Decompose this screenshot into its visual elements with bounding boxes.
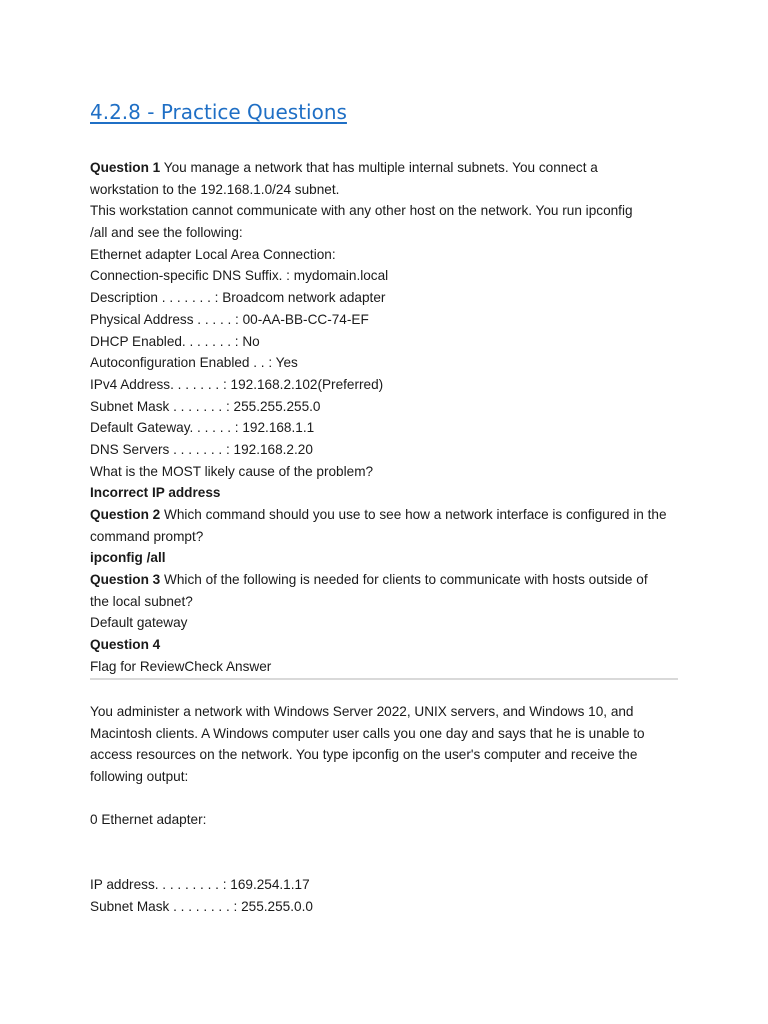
question-1-line-1 xyxy=(90,157,680,179)
question-4-output-block xyxy=(90,874,680,917)
question-3-line-2: the local subnet? xyxy=(90,593,193,609)
question-2-answer: ipconfig /all xyxy=(90,550,166,566)
ipconfig-output-line: Ethernet adapter Local Area Connection: xyxy=(90,246,336,262)
ipconfig-output-line: IPv4 Address. . . . . . . : 192.168.2.102(Preferred) xyxy=(90,376,384,392)
question-3-line-1 xyxy=(90,569,680,591)
page-title[interactable]: 4.2.8 - Practice Questions xyxy=(90,100,347,124)
ipconfig-output-line: DHCP Enabled. . . . . . . : No xyxy=(90,333,260,349)
question-4-adapter: 0 Ethernet adapter: xyxy=(90,812,207,827)
ipconfig-output-line: Description . . . . . . . : Broadcom network adapter xyxy=(90,290,386,306)
question-4-body xyxy=(90,701,680,788)
ipconfig-output-line: Connection-specific DNS Suffix. : mydomain.local xyxy=(90,268,389,284)
question-2-line-1 xyxy=(90,504,680,526)
question-4-adapter-block xyxy=(90,809,680,831)
question-4-output-line: IP address. . . . . . . . . : 169.254.1.17 xyxy=(90,877,310,892)
question-list xyxy=(90,157,680,678)
ipconfig-output-line: Subnet Mask . . . . . . . : 255.255.255.0 xyxy=(90,398,321,414)
question-4-text-line: following output: xyxy=(90,769,189,785)
question-2-text: Which command should you use to see how a network interface is configured in the xyxy=(160,507,667,522)
question-4-text-line: Macintosh clients. A Windows computer user calls you one day and says that he is unable to xyxy=(90,725,645,741)
question-4-label: Question 4 xyxy=(90,637,161,653)
question-2-line-2: command prompt? xyxy=(90,528,204,544)
section-divider xyxy=(90,678,678,680)
question-3-answer: Default gateway xyxy=(90,615,188,631)
question-4-actions[interactable]: Flag for ReviewCheck Answer xyxy=(90,658,272,674)
ipconfig-output-line: Physical Address . . . . . : 00-AA-BB-CC-74-EF xyxy=(90,311,369,327)
question-1-line-3: This workstation cannot communicate with any other host on the network. You run ipconfig xyxy=(90,203,633,219)
question-1-line-2: workstation to the 192.168.1.0/24 subnet. xyxy=(90,181,340,197)
question-1-line-4: /all and see the following: xyxy=(90,225,243,241)
question-1-text: You manage a network that has multiple internal subnets. You connect a xyxy=(160,160,598,175)
ipconfig-output-line: Default Gateway. . . . . . : 192.168.1.1 xyxy=(90,420,315,436)
question-1-answer: Incorrect IP address xyxy=(90,485,221,501)
question-1-prompt: What is the MOST likely cause of the problem? xyxy=(90,463,374,479)
question-1-label: Question 1 xyxy=(90,160,161,175)
question-4-output-line: Subnet Mask . . . . . . . . : 255.255.0.0 xyxy=(90,898,313,914)
question-4-text-line: access resources on the network. You type ipconfig on the user's computer and receive the xyxy=(90,747,638,763)
ipconfig-output-line: DNS Servers . . . . . . . : 192.168.2.20 xyxy=(90,441,313,457)
question-3-text: Which of the following is needed for clients to communicate with hosts outside of xyxy=(160,572,648,588)
question-2-label: Question 2 xyxy=(90,507,161,522)
question-4-text-line: You administer a network with Windows Server 2022, UNIX servers, and Windows 10, and xyxy=(90,704,634,719)
ipconfig-output-line: Autoconfiguration Enabled . . : Yes xyxy=(90,355,298,371)
question-3-label: Question 3 xyxy=(90,572,161,588)
